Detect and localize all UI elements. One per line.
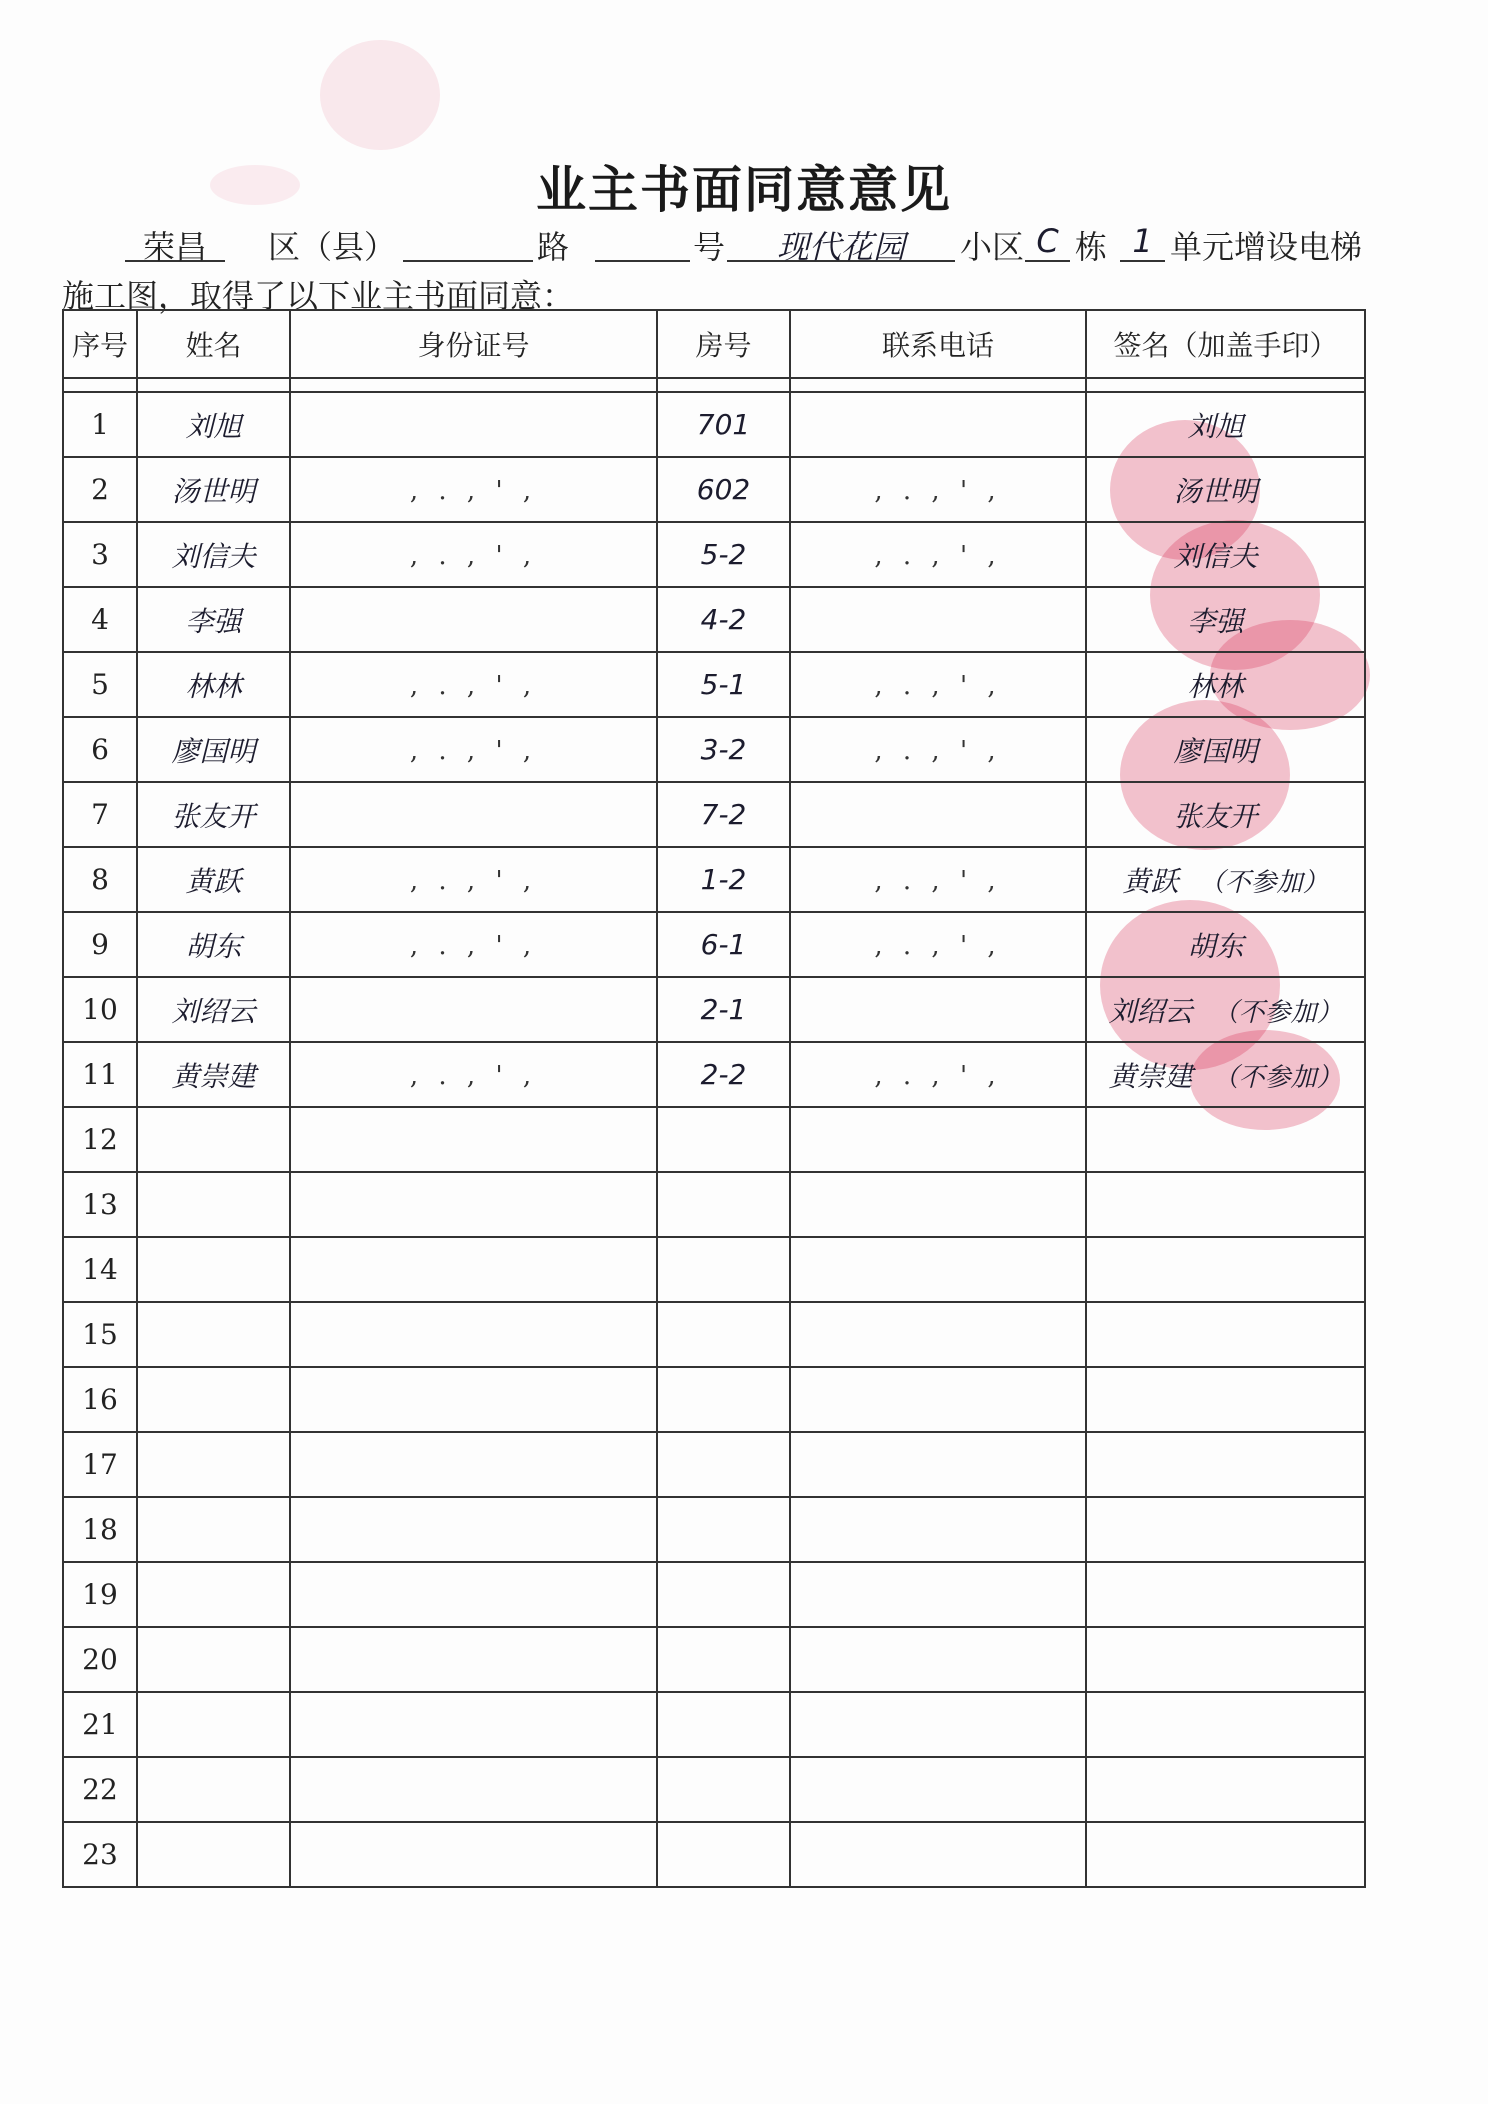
table-row [63, 977, 1365, 1042]
spacer-cell [1086, 378, 1365, 392]
participation-note: （不参加） [1212, 997, 1343, 1028]
spacer-cell [63, 378, 137, 392]
name-cell: 廖国明 [137, 717, 290, 782]
name-cell: 张友开 [137, 782, 290, 847]
signature-text: 李强 [1187, 604, 1244, 638]
id-number-cell [290, 457, 657, 522]
signature-cell [1086, 1627, 1365, 1692]
redacted-marks: , . , ' , [874, 1061, 1002, 1091]
table-row [63, 717, 1365, 782]
room-cell [657, 1692, 790, 1757]
table-row [63, 457, 1365, 522]
room-cell: 602 [657, 457, 790, 522]
id-number-cell [290, 1042, 657, 1107]
redacted-marks: , . , ' , [409, 1061, 538, 1091]
room-cell: 2-2 [657, 1042, 790, 1107]
redacted-marks: , . , ' , [874, 671, 1002, 701]
seq-cell: 8 [63, 847, 137, 912]
name-cell [137, 1107, 290, 1172]
room-cell: 6-1 [657, 912, 790, 977]
id-number-cell [290, 522, 657, 587]
room-cell [657, 1432, 790, 1497]
redacted-marks: , . , ' , [409, 866, 538, 896]
spacer-cell [657, 378, 790, 392]
name-cell: 刘旭 [137, 392, 290, 457]
room-cell: 2-1 [657, 977, 790, 1042]
signature-cell [1086, 1302, 1365, 1367]
redacted-marks: , . , ' , [409, 736, 538, 766]
header-phone: 联系电话 [790, 310, 1086, 378]
seq-cell: 21 [63, 1692, 137, 1757]
phone-cell [790, 717, 1086, 782]
signature-text: 胡东 [1187, 929, 1244, 963]
building-label: 栋 [1075, 228, 1108, 266]
table-row [63, 1757, 1365, 1822]
table-row [63, 1692, 1365, 1757]
seq-cell: 19 [63, 1562, 137, 1627]
phone-cell [790, 1107, 1086, 1172]
signature-cell [1086, 1822, 1365, 1887]
phone-cell [790, 1172, 1086, 1237]
id-number-cell [290, 1627, 657, 1692]
name-cell [137, 1757, 290, 1822]
spacer-cell [790, 378, 1086, 392]
participation-note: （不参加） [1212, 1062, 1343, 1093]
seq-cell: 20 [63, 1627, 137, 1692]
unit-label: 单元增设电梯 [1170, 228, 1363, 266]
table-row [63, 1302, 1365, 1367]
signature-text: 张友开 [1173, 799, 1258, 833]
phone-cell [790, 1237, 1086, 1302]
id-number-cell [290, 1302, 657, 1367]
room-cell: 4-2 [657, 587, 790, 652]
room-cell [657, 1627, 790, 1692]
id-number-cell [290, 717, 657, 782]
seq-cell: 18 [63, 1497, 137, 1562]
room-cell [657, 1497, 790, 1562]
signature-cell [1086, 1367, 1365, 1432]
seq-cell: 7 [63, 782, 137, 847]
table-spacer-row [63, 378, 1365, 392]
room-cell: 701 [657, 392, 790, 457]
name-cell [137, 1302, 290, 1367]
table-row [63, 522, 1365, 587]
room-cell [657, 1757, 790, 1822]
name-cell [137, 1497, 290, 1562]
room-cell: 3-2 [657, 717, 790, 782]
name-cell [137, 1237, 290, 1302]
signature-cell [1086, 1757, 1365, 1822]
seq-cell: 10 [63, 977, 137, 1042]
table-row [63, 1237, 1365, 1302]
signature-text: 黄跃 [1122, 864, 1179, 898]
seq-cell: 11 [63, 1042, 137, 1107]
spacer-cell [137, 378, 290, 392]
seq-cell: 15 [63, 1302, 137, 1367]
table-row [63, 1042, 1365, 1107]
table-header-row [63, 310, 1365, 378]
id-number-cell [290, 587, 657, 652]
name-cell: 李强 [137, 587, 290, 652]
page-title: 业主书面同意意见 [536, 161, 952, 219]
room-cell [657, 1172, 790, 1237]
phone-cell [790, 1562, 1086, 1627]
id-number-cell [290, 1562, 657, 1627]
name-cell: 林林 [137, 652, 290, 717]
signature-cell [1086, 912, 1365, 977]
signature-cell [1086, 782, 1365, 847]
name-cell [137, 1692, 290, 1757]
id-number-cell [290, 912, 657, 977]
seq-cell: 14 [63, 1237, 137, 1302]
id-number-cell [290, 1237, 657, 1302]
redacted-marks: , . , ' , [409, 931, 538, 961]
redacted-marks: , . , ' , [874, 866, 1002, 896]
redacted-marks: , . , ' , [409, 476, 538, 506]
seq-cell: 5 [63, 652, 137, 717]
id-number-cell [290, 1822, 657, 1887]
intro-line [125, 222, 1445, 268]
signature-cell [1086, 717, 1365, 782]
signature-cell [1086, 1107, 1365, 1172]
phone-cell [790, 457, 1086, 522]
signature-text: 刘信夫 [1173, 539, 1258, 573]
redacted-marks: , . , ' , [409, 671, 538, 701]
seq-cell: 3 [63, 522, 137, 587]
signature-cell [1086, 457, 1365, 522]
phone-cell [790, 587, 1086, 652]
seq-cell: 6 [63, 717, 137, 782]
phone-cell [790, 392, 1086, 457]
name-cell: 黄跃 [137, 847, 290, 912]
table-row [63, 1172, 1365, 1237]
signature-text: 汤世明 [1173, 474, 1258, 508]
table-row [63, 652, 1365, 717]
room-cell: 1-2 [657, 847, 790, 912]
signature-cell [1086, 587, 1365, 652]
owner-consent-table [62, 309, 1366, 1888]
id-number-cell [290, 1757, 657, 1822]
signature-cell [1086, 522, 1365, 587]
table-row [63, 1432, 1365, 1497]
header-room: 房号 [657, 310, 790, 378]
name-cell: 黄崇建 [137, 1042, 290, 1107]
name-cell: 胡东 [137, 912, 290, 977]
table-row [63, 847, 1365, 912]
header-name: 姓名 [137, 310, 290, 378]
id-number-cell [290, 782, 657, 847]
seq-cell: 17 [63, 1432, 137, 1497]
id-number-cell [290, 1172, 657, 1237]
name-cell [137, 1432, 290, 1497]
phone-cell [790, 1042, 1086, 1107]
number-label: 号 [693, 228, 726, 266]
phone-cell [790, 1367, 1086, 1432]
name-cell: 刘信夫 [137, 522, 290, 587]
redacted-marks: , . , ' , [874, 736, 1002, 766]
building-field: C [1025, 222, 1070, 262]
phone-cell [790, 1627, 1086, 1692]
phone-cell [790, 977, 1086, 1042]
room-cell [657, 1367, 790, 1432]
seq-cell: 23 [63, 1822, 137, 1887]
name-cell: 汤世明 [137, 457, 290, 522]
signature-text: 林林 [1187, 669, 1244, 703]
room-cell [657, 1822, 790, 1887]
table-row [63, 1627, 1365, 1692]
redacted-marks: , . , ' , [874, 476, 1002, 506]
room-cell [657, 1562, 790, 1627]
name-cell [137, 1562, 290, 1627]
name-cell: 刘绍云 [137, 977, 290, 1042]
id-number-cell [290, 1367, 657, 1432]
phone-cell [790, 847, 1086, 912]
room-cell: 7-2 [657, 782, 790, 847]
signature-text: 刘旭 [1187, 409, 1244, 443]
signature-cell [1086, 1237, 1365, 1302]
room-cell: 5-1 [657, 652, 790, 717]
signature-cell [1086, 1692, 1365, 1757]
signature-cell [1086, 1432, 1365, 1497]
unit-field: 1 [1120, 222, 1165, 262]
seq-cell: 22 [63, 1757, 137, 1822]
phone-cell [790, 782, 1086, 847]
table-row [63, 1822, 1365, 1887]
phone-cell [790, 652, 1086, 717]
header-signature: 签名（加盖手印） [1086, 310, 1365, 378]
id-number-cell [290, 1692, 657, 1757]
name-cell [137, 1172, 290, 1237]
id-number-cell [290, 1432, 657, 1497]
signature-cell [1086, 1172, 1365, 1237]
phone-cell [790, 1757, 1086, 1822]
id-number-cell [290, 1497, 657, 1562]
table-row [63, 587, 1365, 652]
seq-cell: 4 [63, 587, 137, 652]
id-number-cell [290, 392, 657, 457]
table-row [63, 392, 1365, 457]
id-number-cell [290, 977, 657, 1042]
phone-cell [790, 1692, 1086, 1757]
name-cell [137, 1822, 290, 1887]
name-cell [137, 1627, 290, 1692]
seq-cell: 1 [63, 392, 137, 457]
county-field [403, 222, 533, 262]
seq-cell: 12 [63, 1107, 137, 1172]
signature-text: 刘绍云 [1108, 994, 1193, 1028]
signature-cell [1086, 847, 1365, 912]
signature-cell [1086, 392, 1365, 457]
participation-note: （不参加） [1198, 867, 1329, 898]
phone-cell [790, 912, 1086, 977]
road-label: 路 [537, 228, 570, 266]
spacer-cell [290, 378, 657, 392]
redacted-marks: , . , ' , [409, 541, 538, 571]
signature-cell [1086, 977, 1365, 1042]
phone-cell [790, 1432, 1086, 1497]
signature-cell [1086, 1562, 1365, 1627]
id-number-cell [290, 847, 657, 912]
table-row [63, 1107, 1365, 1172]
phone-cell [790, 1497, 1086, 1562]
room-cell [657, 1302, 790, 1367]
seq-cell: 9 [63, 912, 137, 977]
signature-text: 廖国明 [1173, 734, 1258, 768]
intro-line-2: 施工图，取得了以下业主书面同意： [62, 277, 575, 315]
table-row [63, 912, 1365, 977]
table-row [63, 1497, 1365, 1562]
room-cell [657, 1107, 790, 1172]
table-row [63, 1562, 1365, 1627]
signature-cell [1086, 1497, 1365, 1562]
fingerprint-mark [320, 40, 440, 150]
district-label: 区（县） [268, 228, 397, 266]
redacted-marks: , . , ' , [874, 541, 1002, 571]
phone-cell [790, 1822, 1086, 1887]
table-row [63, 1367, 1365, 1432]
community-field: 现代花园 [727, 222, 955, 262]
id-number-cell [290, 652, 657, 717]
community-label: 小区 [960, 228, 1025, 266]
road-field [595, 222, 690, 262]
seq-cell: 2 [63, 457, 137, 522]
phone-cell [790, 522, 1086, 587]
signature-cell [1086, 1042, 1365, 1107]
signature-text: 黄崇建 [1108, 1059, 1193, 1093]
id-number-cell [290, 1107, 657, 1172]
name-cell [137, 1367, 290, 1432]
header-id: 身份证号 [290, 310, 657, 378]
room-cell [657, 1237, 790, 1302]
room-cell: 5-2 [657, 522, 790, 587]
seq-cell: 13 [63, 1172, 137, 1237]
header-seq: 序号 [63, 310, 137, 378]
signature-cell [1086, 652, 1365, 717]
redacted-marks: , . , ' , [874, 931, 1002, 961]
district-field: 荣昌 [125, 222, 225, 262]
phone-cell [790, 1302, 1086, 1367]
table-row [63, 782, 1365, 847]
seq-cell: 16 [63, 1367, 137, 1432]
